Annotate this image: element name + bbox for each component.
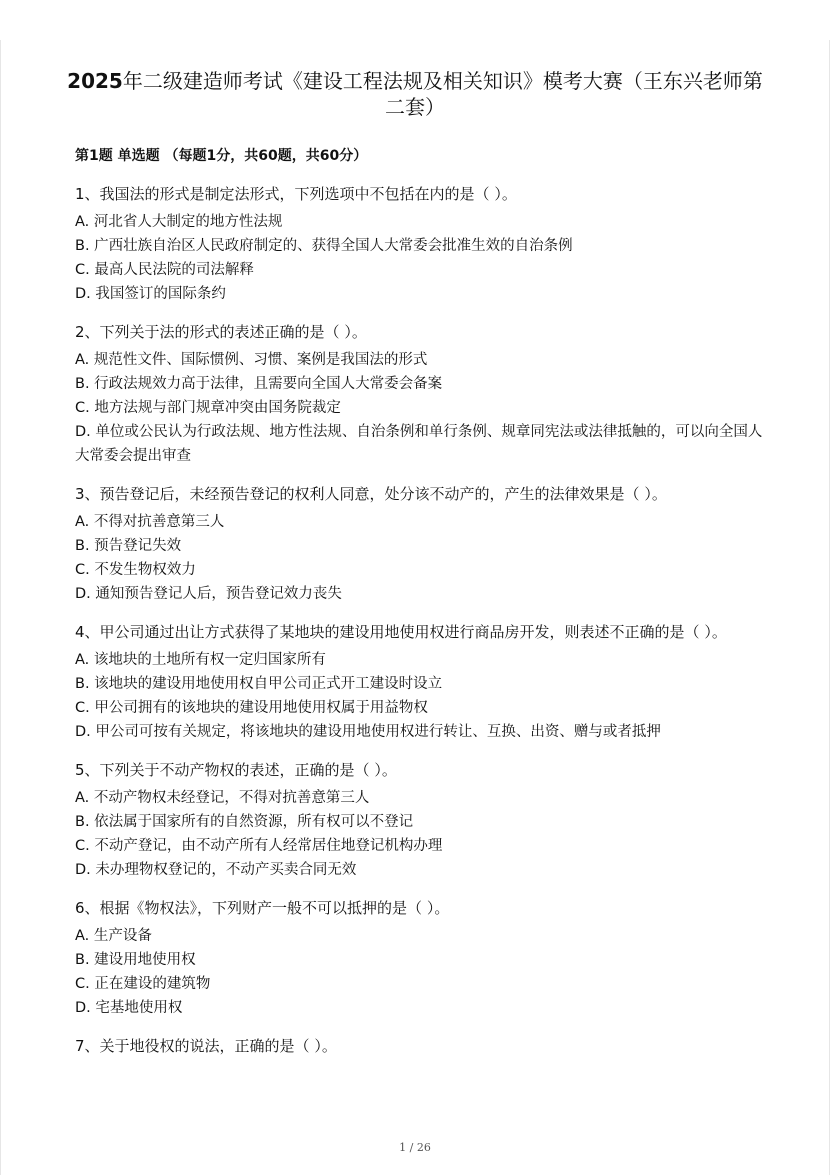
answer-option: B. 行政法规效力高于法律，且需要向全国人大常委会备案 <box>75 376 443 392</box>
answer-option: D. 宅基地使用权 <box>75 1000 183 1016</box>
answer-option: D. 我国签订的国际条约 <box>75 286 226 302</box>
answer-option: A. 该地块的土地所有权一定归国家所有 <box>75 652 326 668</box>
question-stem: 5、下列关于不动产物权的表述，正确的是（ ）。 <box>75 761 397 779</box>
answer-option: B. 依法属于国家所有的自然资源，所有权可以不登记 <box>75 814 414 830</box>
question-item <box>75 758 765 882</box>
question-stem: 4、甲公司通过出让方式获得了某地块的建设用地使用权进行商品房开发，则表述不正确的是（ ）。 <box>75 623 727 641</box>
answer-option: D. 甲公司可按有关规定，将该地块的建设用地使用权进行转让、互换、出资、赠与或者抵押 <box>75 724 661 740</box>
answer-option: C. 地方法规与部门规章冲突由国务院裁定 <box>75 400 341 416</box>
answer-option: D. 单位或公民认为行政法规、地方性法规、自治条例和单行条例、规章同宪法或法律抵触的，可以向全国人大常委会提出审查 <box>75 424 763 464</box>
answer-option: D. 未办理物权登记的，不动产买卖合同无效 <box>75 862 357 878</box>
question-item <box>75 320 765 468</box>
answer-option: A. 不动产物权未经登记，不得对抗善意第三人 <box>75 790 370 806</box>
question-item <box>75 182 765 306</box>
answer-option: D. 通知预告登记人后，预告登记效力丧失 <box>75 586 342 602</box>
document-title <box>60 68 770 120</box>
answer-option: B. 预告登记失效 <box>75 538 182 554</box>
title-year: 2025 <box>67 69 123 93</box>
answer-option: C. 正在建设的建筑物 <box>75 976 211 992</box>
section-header: 第1题 单选题 （每题1分，共60题，共60分） <box>75 148 368 164</box>
question-item <box>75 482 765 606</box>
question-stem: 3、预告登记后，未经预告登记的权利人同意，处分该不动产的，产生的法律效果是（ ）。 <box>75 485 667 503</box>
answer-option: A. 河北省人大制定的地方性法规 <box>75 214 283 230</box>
question-item <box>75 896 765 1020</box>
question-stem: 7、关于地役权的说法，正确的是（ ）。 <box>75 1037 337 1055</box>
answer-option: C. 不发生物权效力 <box>75 562 196 578</box>
answer-option: A. 规范性文件、国际惯例、习惯、案例是我国法的形式 <box>75 352 428 368</box>
answer-option: C. 不动产登记，由不动产所有人经常居住地登记机构办理 <box>75 838 443 854</box>
answer-option: A. 生产设备 <box>75 928 152 944</box>
page-indicator: 1 / 26 <box>399 1141 431 1154</box>
answer-option: B. 建设用地使用权 <box>75 952 196 968</box>
question-item <box>75 620 765 744</box>
question-list <box>75 182 765 1072</box>
answer-option: B. 广西壮族自治区人民政府制定的、获得全国人大常委会批准生效的自治条例 <box>75 238 573 254</box>
answer-option: A. 不得对抗善意第三人 <box>75 514 225 530</box>
question-item <box>75 1034 765 1058</box>
answer-option: B. 该地块的建设用地使用权自甲公司正式开工建设时设立 <box>75 676 443 692</box>
question-stem: 1、我国法的形式是制定法形式，下列选项中不包括在内的是（ ）。 <box>75 185 517 203</box>
title-text: 年二级建造师考试《建设工程法规及相关知识》模考大赛（王东兴老师第二套） <box>122 69 763 119</box>
answer-option: C. 甲公司拥有的该地块的建设用地使用权属于用益物权 <box>75 700 428 716</box>
question-stem: 6、根据《物权法》，下列财产一般不可以抵押的是（ ）。 <box>75 899 450 917</box>
question-stem: 2、下列关于法的形式的表述正确的是（ ）。 <box>75 323 367 341</box>
answer-option: C. 最高人民法院的司法解释 <box>75 262 254 278</box>
